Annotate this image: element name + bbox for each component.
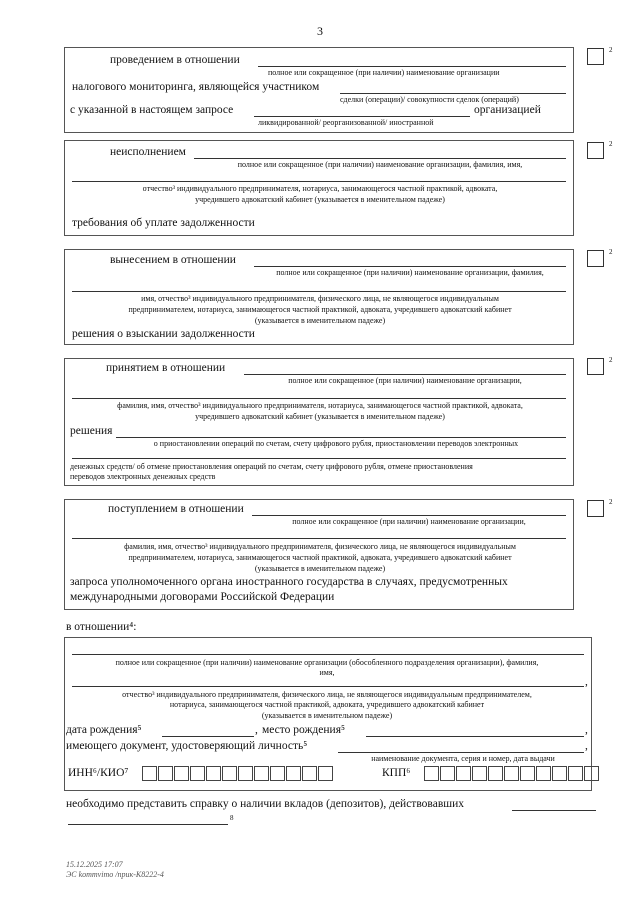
s5-fill-line-1 — [252, 515, 566, 516]
superscript-2: 2 — [609, 356, 613, 364]
identity-document-label: имеющего документ, удостоверяющий личность⁵ — [66, 740, 308, 752]
identity-document-field[interactable] — [338, 752, 584, 753]
s1-caption1: полное или сокращенное (при наличии) наименование организации — [268, 68, 500, 77]
rel-caption2: отчество³ индивидуального предпринимателя, физического лица, не являющегося индивидуальным предпринимателем, — [122, 690, 532, 699]
s1-line1: проведением в отношении — [110, 54, 240, 66]
rel-fill-line-2 — [72, 686, 584, 687]
s2-caption1: полное или сокращенное (при наличии) наименование организации, фамилия, имя, — [237, 160, 523, 169]
page-number: 3 — [317, 24, 323, 38]
superscript-2: 2 — [609, 140, 613, 148]
footer-code: ЭС kommvimo /npuк-K8222-4 — [66, 870, 164, 879]
s1-fill-line-3 — [254, 116, 470, 117]
inn-cells[interactable] — [142, 766, 334, 781]
closing-fill-line-1 — [512, 810, 596, 811]
rel-comma: , — [585, 676, 588, 688]
s3-caption1: полное или сокращенное (при наличии) наименование организации, фамилия, — [276, 268, 544, 277]
checkbox-3[interactable] — [587, 250, 604, 267]
closing-line: необходимо представить справку о наличии вкладов (депозитов), действовавших — [66, 798, 465, 810]
s3-line2: решения о взыскании задолженности — [72, 328, 255, 340]
rel-fill-line-1 — [72, 654, 584, 655]
s1-line2: налогового мониторинга, являющейся участником — [72, 81, 320, 93]
checkbox-1[interactable] — [587, 48, 604, 65]
s1-line3b: организацией — [474, 104, 541, 116]
birth-date-label: дата рождения⁵ — [66, 724, 142, 736]
rel-caption1: полное или сокращенное (при наличии) наименование организации (обособленного подразделения организации), фамилия, — [115, 658, 539, 667]
s4-caption3: учредившего адвокатский кабинет (указывается в именительном падеже) — [195, 412, 445, 421]
s1-fill-line-2 — [340, 93, 566, 94]
s4-fill-line-3 — [116, 437, 566, 438]
inn-kio-label: ИНН⁶/КИО⁷ — [68, 767, 129, 779]
rel-comma: , — [585, 740, 588, 752]
rel-caption3: нотариуса, занимающегося частной практикой, адвоката, учредившего адвокатский кабинет — [169, 700, 485, 709]
footer-date: 15.12.2025 17:07 — [66, 860, 123, 869]
s3-caption3: предпринимателем, нотариуса, занимающегося частной практикой, адвоката, учредившего адвокатский кабинет — [128, 305, 512, 314]
s2-fill-line-2 — [72, 181, 566, 182]
s5-caption4: (указывается в именительном падеже) — [254, 564, 386, 573]
checkbox-2[interactable] — [587, 142, 604, 159]
s5-caption1: полное или сокращенное (при наличии) наименование организации, — [292, 517, 526, 526]
s4-caption1: полное или сокращенное (при наличии) наименование организации, — [288, 376, 522, 385]
s5-fill-line-2 — [72, 538, 566, 539]
s5-caption2: фамилия, имя, отчество³ индивидуального предпринимателя, физического лица, не являющегося индивидуальным — [124, 542, 516, 551]
superscript-2: 2 — [609, 46, 613, 54]
s2-line2: требования об уплате задолженности — [72, 217, 255, 229]
s4-caption2: фамилия, имя, отчество³ индивидуального предпринимателя, нотариуса, занимающегося частной практикой, адвоката, — [117, 401, 523, 410]
birth-date-field[interactable] — [162, 736, 254, 737]
s1-caption2: сделки (операции)/ совокупности сделок (операций) — [340, 95, 519, 104]
footnote-8: 8 — [230, 814, 234, 822]
s4-caption6: переводов электронных денежных средств — [70, 472, 216, 481]
s2-caption2: отчество³ индивидуального предпринимателя, нотариуса, занимающегося частной практикой, адвоката, — [142, 184, 498, 193]
birth-place-field[interactable] — [366, 736, 584, 737]
s2-caption3: учредившего адвокатский кабинет (указывается в именительном падеже) — [195, 195, 445, 204]
s1-fill-line-1 — [258, 66, 566, 67]
s2-fill-line-1 — [194, 158, 566, 159]
s5-line3: международными договорами Российской Федерации — [70, 591, 335, 603]
s4-line2: решения — [70, 425, 113, 437]
s4-caption5: денежных средств/ об отмене приостановления операций по счетам, счету цифрового рубля, отмене приостановления — [70, 462, 473, 471]
s5-caption3: предпринимателем, нотариуса, занимающегося частной практикой, адвоката, учредившего адвокатский кабинет — [128, 553, 512, 562]
kpp-cells[interactable] — [424, 766, 600, 781]
checkbox-5[interactable] — [587, 500, 604, 517]
birth-place-label: место рождения⁵ — [262, 724, 345, 736]
s4-line1: принятием в отношении — [106, 362, 226, 374]
s3-fill-line-2 — [72, 291, 566, 292]
s1-caption3: ликвидированной/ реорганизованной/ иностранной — [258, 118, 434, 127]
rel-caption1b: имя, — [319, 668, 335, 677]
rel-comma: , — [255, 724, 258, 736]
s4-fill-line-1 — [244, 374, 566, 375]
s5-line2: запроса уполномоченного органа иностранного государства в случаях, предусмотренных — [70, 576, 508, 588]
rel-comma: , — [585, 724, 588, 736]
s4-fill-line-2 — [72, 398, 566, 399]
s3-line1: вынесением в отношении — [110, 254, 236, 266]
s1-line3a: с указанной в настоящем запросе — [70, 104, 234, 116]
checkbox-4[interactable] — [587, 358, 604, 375]
relation-title: в отношении⁴: — [66, 621, 137, 633]
s4-caption4: о приостановлении операций по счетам, счету цифрового рубля, приостановлении переводов электронных — [153, 439, 519, 448]
s3-caption4: (указывается в именительном падеже) — [254, 316, 386, 325]
superscript-2: 2 — [609, 248, 613, 256]
rel-caption4: (указывается в именительном падеже) — [261, 711, 393, 720]
kpp-label: КПП⁶ — [382, 767, 411, 779]
s5-line1: поступлением в отношении — [108, 503, 244, 515]
s2-line1: неисполнением — [110, 146, 186, 158]
s3-fill-line-1 — [254, 266, 566, 267]
superscript-2: 2 — [609, 498, 613, 506]
s3-caption2: имя, отчество³ индивидуального предпринимателя, физического лица, не являющегося индивидуальным — [141, 294, 499, 303]
rel-caption5: наименование документа, серия и номер, дата выдачи — [371, 754, 555, 763]
closing-fill-line-2 — [68, 824, 228, 825]
s4-fill-line-4 — [72, 458, 566, 459]
